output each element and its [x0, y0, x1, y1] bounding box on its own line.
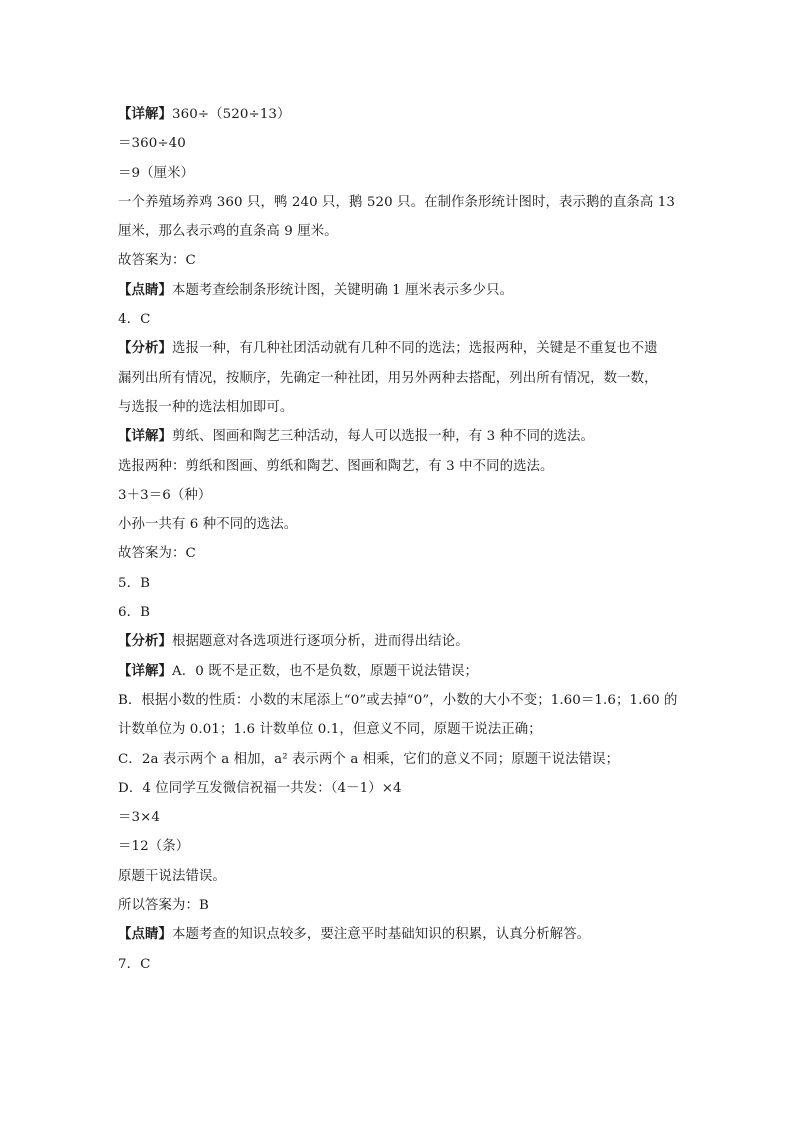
text-line	[118, 481, 688, 510]
text-line	[118, 657, 688, 686]
text-line	[118, 862, 688, 891]
text-line	[118, 305, 688, 334]
line-text: 3＋3＝6（种）	[118, 487, 212, 503]
line-text: 选报一种，有几种社团活动就有几种不同的选法；选报两种，关键是不重复也不遗	[171, 341, 658, 357]
text-line	[118, 246, 688, 275]
text-line	[118, 159, 688, 188]
section-tag: 【分析】	[118, 340, 172, 357]
text-line	[118, 774, 688, 803]
text-line	[118, 129, 688, 158]
text-line	[118, 569, 688, 598]
line-text: 漏列出所有情况，按顺序，先确定一种社团，用另外两种去搭配，列出所有情况，数一数，	[118, 370, 658, 386]
line-text: 根据题意对各选项进行逐项分析，进而得出结论。	[171, 634, 469, 650]
line-text: A．0 既不是正数，也不是负数，原题干说法错误；	[171, 663, 479, 679]
answer-text-block	[118, 100, 688, 979]
text-line	[118, 393, 688, 422]
text-line	[118, 832, 688, 861]
text-line	[118, 745, 688, 774]
line-text: 选报两种：剪纸和图画、剪纸和陶艺、图画和陶艺，有 3 中不同的选法。	[118, 458, 554, 474]
line-text: 本题考查的知识点较多，要注意平时基础知识的积累，认真分析解答。	[171, 927, 591, 943]
line-text: D．4 位同学互发微信祝福一共发：（4－1）×4	[118, 780, 402, 796]
line-text: ＝360÷40	[118, 136, 186, 152]
line-text: ＝9（厘米）	[118, 165, 195, 181]
line-text: 所以答案为：B	[118, 898, 209, 914]
section-tag: 【点睛】	[118, 926, 172, 943]
line-text: 7．C	[118, 956, 151, 972]
text-line	[118, 950, 688, 979]
section-tag: 【点睛】	[118, 281, 172, 298]
text-line	[118, 627, 688, 656]
line-text: ＝3×4	[118, 810, 161, 826]
text-line	[118, 422, 688, 451]
line-text: B．根据小数的性质：小数的末尾添上“0”或去掉“0”，小数的大小不变；1.60＝1.6；1.60 的	[118, 692, 678, 708]
text-line	[118, 217, 688, 246]
text-line	[118, 188, 688, 217]
text-line	[118, 452, 688, 481]
line-text: ＝12（条）	[118, 839, 190, 855]
line-text: 小孙一共有 6 种不同的选法。	[118, 517, 298, 533]
section-tag: 【详解】	[118, 106, 172, 122]
line-text: 计数单位为 0.01；1.6 计数单位 0.1，但意义不同，原题干说法正确；	[118, 722, 542, 738]
text-line	[118, 539, 688, 568]
section-tag: 【详解】	[118, 428, 172, 445]
line-text: 原题干说法错误。	[118, 868, 226, 884]
text-line	[118, 920, 688, 949]
line-text: 本题考查绘制条形统计图，关键明确 1 厘米表示多少只。	[171, 282, 514, 298]
text-line	[118, 686, 688, 715]
text-line	[118, 803, 688, 832]
line-text: 4．C	[118, 312, 151, 328]
line-text: 一个养殖场养鸡 360 只，鸭 240 只，鹅 520 只。在制作条形统计图时，表示鹅的直条高 13	[118, 194, 676, 210]
section-tag: 【详解】	[118, 662, 172, 679]
line-text: 360÷（520÷13）	[171, 107, 291, 122]
line-text: 故答案为：C	[118, 253, 196, 269]
section-tag: 【分析】	[118, 633, 172, 650]
text-line	[118, 510, 688, 539]
text-line	[118, 100, 688, 129]
line-text: 剪纸、图画和陶艺三种活动，每人可以选报一种，有 3 种不同的选法。	[171, 429, 595, 445]
line-text: 与选报一种的选法相加即可。	[118, 399, 294, 415]
text-line	[118, 598, 688, 627]
line-text: 6．B	[118, 605, 151, 621]
text-line	[118, 334, 688, 363]
line-text: 厘米，那么表示鸡的直条高 9 厘米。	[118, 224, 338, 240]
line-text: C．2a 表示两个 a 相加，a² 表示两个 a 相乘，它们的意义不同；原题干说法错误；	[118, 751, 620, 767]
text-line	[118, 891, 688, 920]
text-line	[118, 715, 688, 744]
line-text: 5．B	[118, 575, 151, 591]
text-line	[118, 276, 688, 305]
line-text: 故答案为：C	[118, 546, 196, 562]
text-line	[118, 364, 688, 393]
